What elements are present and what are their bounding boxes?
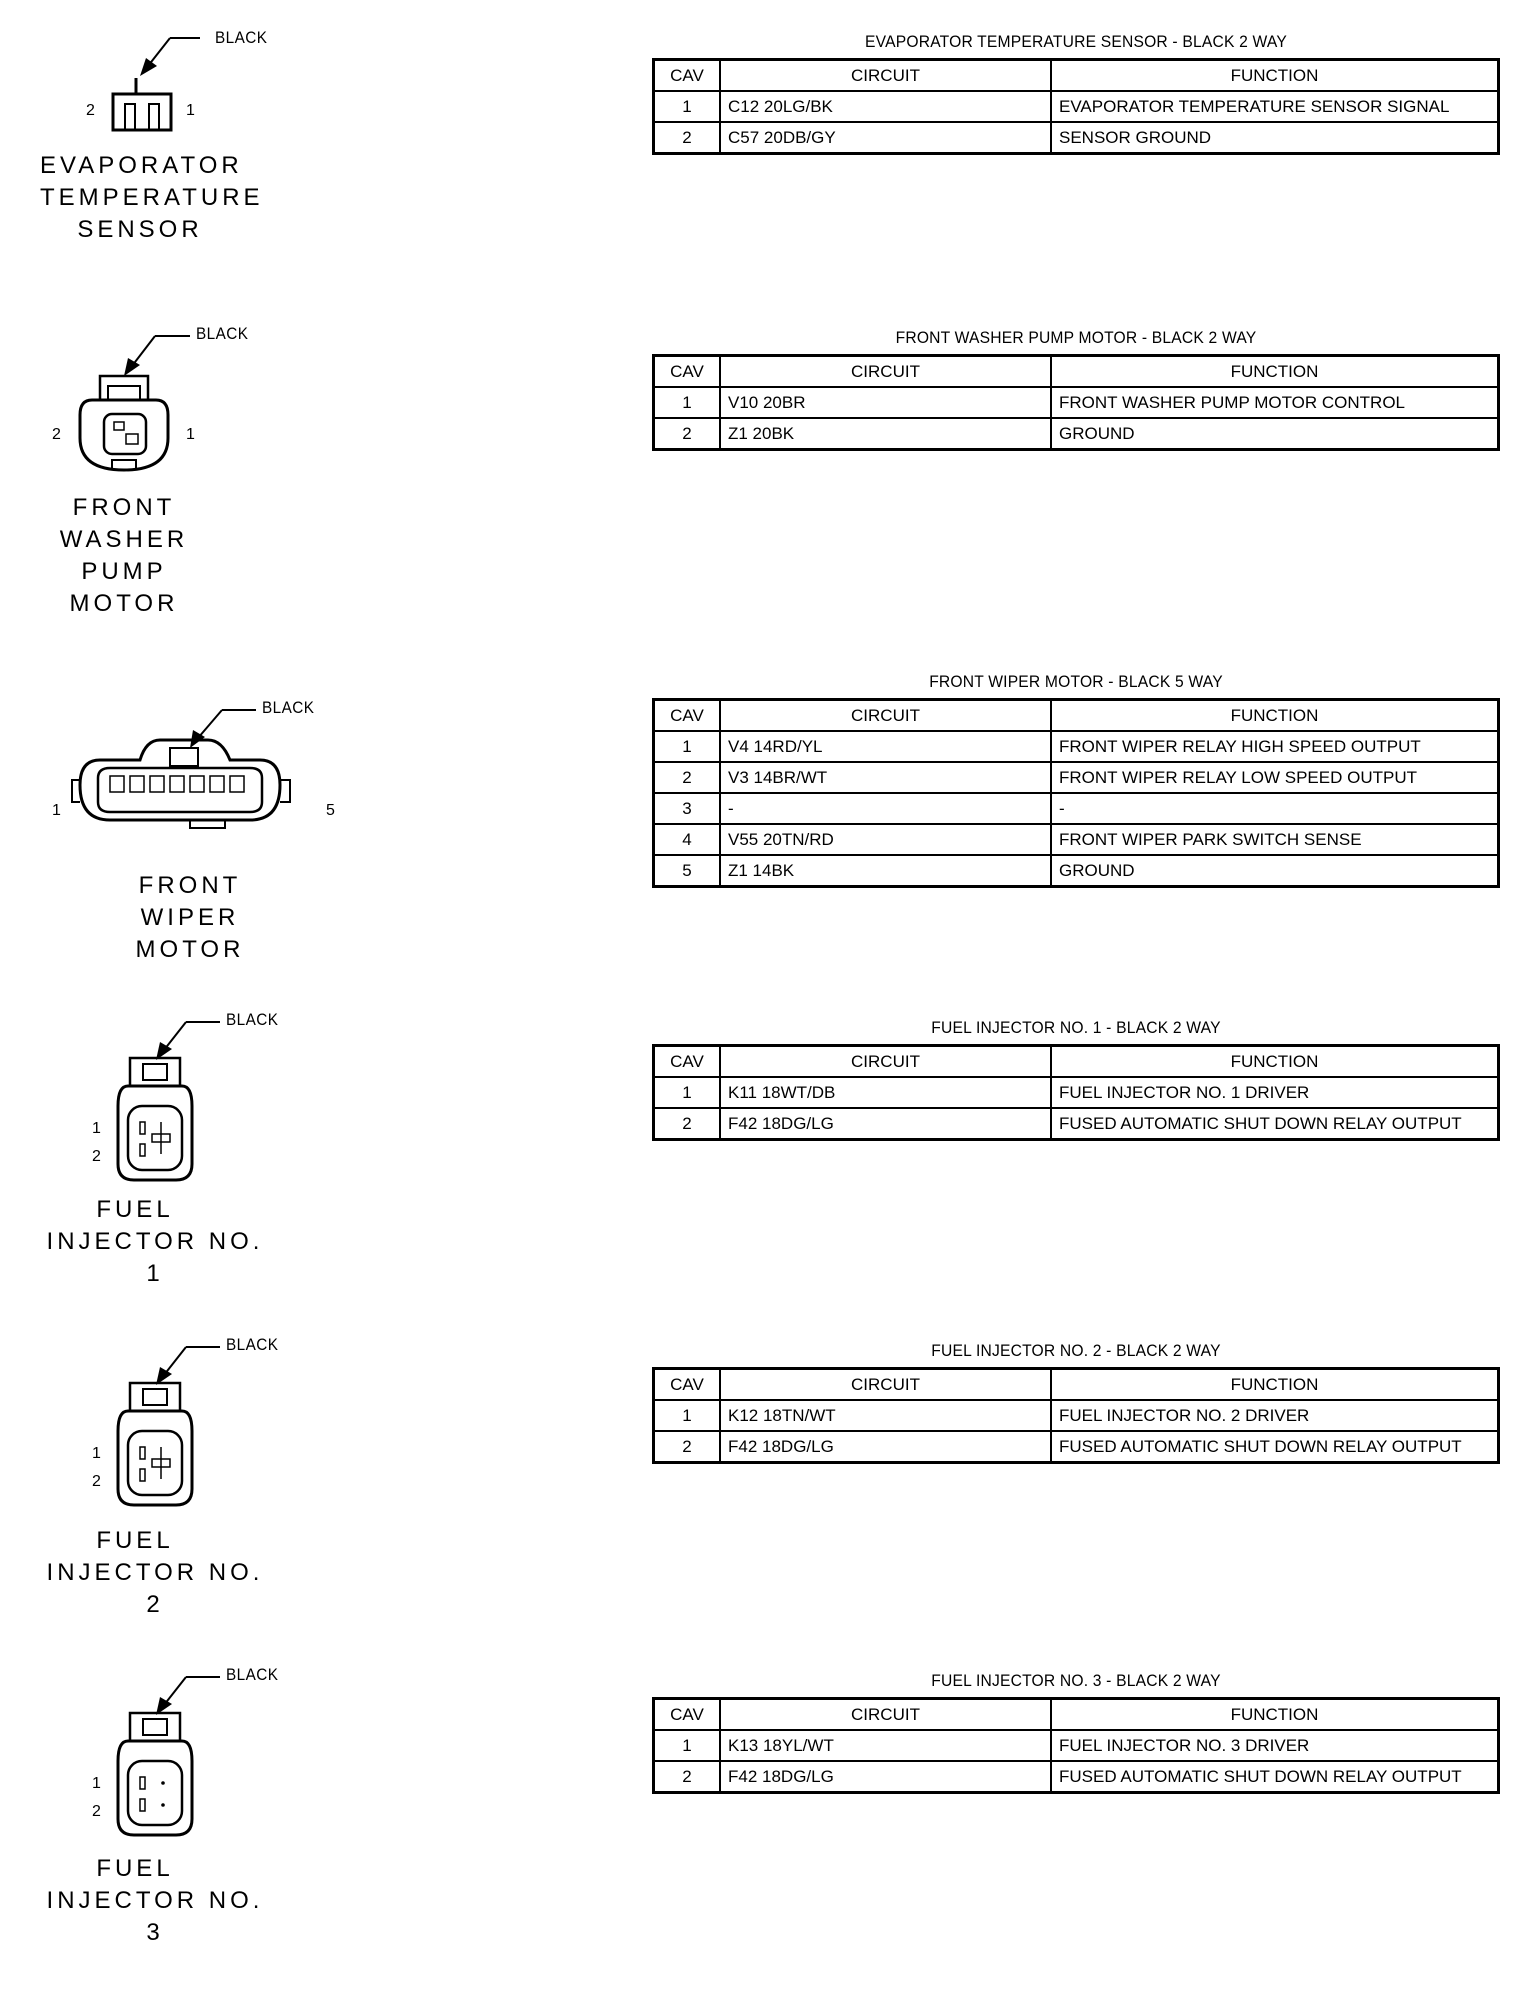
table-header-row	[654, 1699, 1499, 1731]
connector-name-line: MOTOR	[69, 590, 179, 617]
cavity-table	[652, 698, 1500, 888]
cell-cav: 2	[654, 418, 721, 450]
table-row	[654, 824, 1499, 855]
header-function: FUNCTION	[1051, 60, 1499, 92]
cell-circuit: C12 20LG/BK	[720, 91, 1051, 122]
cell-circuit: K11 18WT/DB	[720, 1077, 1051, 1108]
header-cav: CAV	[654, 1699, 721, 1731]
pin-label-left: 1	[92, 1120, 101, 1137]
cell-circuit: K12 18TN/WT	[720, 1400, 1051, 1431]
connector-name-line: WASHER	[59, 526, 189, 553]
connector-name	[90, 870, 290, 966]
cell-function: -	[1051, 793, 1499, 824]
header-function: FUNCTION	[1051, 700, 1499, 732]
connector-diagram	[0, 1335, 640, 1665]
pin-label-left: 1	[92, 1445, 101, 1462]
connector-name-line: FRONT	[138, 872, 242, 899]
cell-cav: 1	[654, 387, 721, 418]
cell-function: FUSED AUTOMATIC SHUT DOWN RELAY OUTPUT	[1051, 1761, 1499, 1793]
connector-name-line: INJECTOR NO. 1	[46, 1228, 264, 1287]
connector-name-line: FUEL	[96, 1855, 174, 1882]
table-row	[654, 91, 1499, 122]
cell-function: FUEL INJECTOR NO. 1 DRIVER	[1051, 1077, 1499, 1108]
header-function: FUNCTION	[1051, 1369, 1499, 1401]
cavity-table	[652, 1367, 1500, 1464]
connector-diagram	[0, 1010, 640, 1340]
cell-circuit: V3 14BR/WT	[720, 762, 1051, 793]
connector-color-label: BLACK	[196, 324, 249, 343]
table-title: FRONT WASHER PUMP MOTOR - BLACK 2 WAY	[895, 328, 1257, 347]
connector-name-line: MOTOR	[135, 936, 245, 963]
connector-name	[40, 150, 264, 246]
cell-cav: 1	[654, 1730, 721, 1761]
cell-cav: 5	[654, 855, 721, 887]
cell-cav: 2	[654, 1431, 721, 1463]
header-function: FUNCTION	[1051, 356, 1499, 388]
pin-label-right: 5	[326, 802, 335, 819]
table-row	[654, 731, 1499, 762]
pin-label-left: 1	[52, 802, 61, 819]
connector-name	[24, 492, 224, 620]
table-row	[654, 793, 1499, 824]
pin-label-right: 1	[186, 102, 195, 119]
cell-circuit: F42 18DG/LG	[720, 1761, 1051, 1793]
cavity-table	[652, 354, 1500, 451]
connector-name-line: SENSOR	[77, 216, 203, 243]
cell-circuit: K13 18YL/WT	[720, 1730, 1051, 1761]
connector-diagram	[0, 310, 640, 640]
table-title: FUEL INJECTOR NO. 3 - BLACK 2 WAY	[931, 1671, 1221, 1690]
cell-circuit: Z1 20BK	[720, 418, 1051, 450]
header-circuit: CIRCUIT	[720, 1369, 1051, 1401]
connector-injector-icon	[0, 1335, 300, 1515]
connector-color-label: BLACK	[215, 28, 268, 47]
cell-function: FRONT WASHER PUMP MOTOR CONTROL	[1051, 387, 1499, 418]
cell-cav: 1	[654, 1400, 721, 1431]
connector-diagram	[0, 690, 640, 1020]
header-circuit: CIRCUIT	[720, 700, 1051, 732]
table-row	[654, 1431, 1499, 1463]
table-header-row	[654, 700, 1499, 732]
cell-circuit: Z1 14BK	[720, 855, 1051, 887]
table-title: FRONT WIPER MOTOR - BLACK 5 WAY	[929, 672, 1223, 691]
cavity-table-block	[652, 328, 1500, 451]
header-circuit: CIRCUIT	[720, 356, 1051, 388]
header-cav: CAV	[654, 60, 721, 92]
pin-label-right: 1	[186, 426, 195, 443]
cell-circuit: V55 20TN/RD	[720, 824, 1051, 855]
connector-name-line: FRONT	[72, 494, 176, 521]
table-row	[654, 1108, 1499, 1140]
table-row	[654, 1077, 1499, 1108]
table-header-row	[654, 60, 1499, 92]
header-circuit: CIRCUIT	[720, 1699, 1051, 1731]
cell-circuit: V10 20BR	[720, 387, 1051, 418]
cell-function: FUSED AUTOMATIC SHUT DOWN RELAY OUTPUT	[1051, 1431, 1499, 1463]
pin-label-right: 2	[92, 1473, 101, 1490]
cell-function: FRONT WIPER RELAY HIGH SPEED OUTPUT	[1051, 731, 1499, 762]
header-function: FUNCTION	[1051, 1046, 1499, 1078]
table-row	[654, 1400, 1499, 1431]
connector-injector-icon	[0, 1665, 300, 1845]
header-circuit: CIRCUIT	[720, 60, 1051, 92]
cell-cav: 1	[654, 1077, 721, 1108]
connector-2way-flat-icon	[0, 0, 300, 140]
header-cav: CAV	[654, 1046, 721, 1078]
cavity-table-block	[652, 1018, 1500, 1141]
cell-cav: 2	[654, 1761, 721, 1793]
table-header-row	[654, 356, 1499, 388]
connector-color-label: BLACK	[226, 1010, 279, 1029]
cavity-table-block	[652, 1671, 1500, 1794]
pin-label-right: 2	[92, 1803, 101, 1820]
cell-cav: 1	[654, 731, 721, 762]
cavity-table-block	[652, 32, 1500, 155]
connector-name-line: EVAPORATOR	[40, 152, 243, 179]
cavity-table-block	[652, 672, 1500, 888]
connector-name-line: FUEL	[96, 1527, 174, 1554]
cell-circuit: -	[720, 793, 1051, 824]
cell-circuit: C57 20DB/GY	[720, 122, 1051, 154]
cell-function: EVAPORATOR TEMPERATURE SENSOR SIGNAL	[1051, 91, 1499, 122]
cell-cav: 3	[654, 793, 721, 824]
connector-name-line: PUMP	[81, 558, 167, 585]
cell-cav: 2	[654, 762, 721, 793]
connector-name-line: INJECTOR NO. 3	[46, 1887, 264, 1946]
cell-circuit: F42 18DG/LG	[720, 1431, 1051, 1463]
table-row	[654, 418, 1499, 450]
cell-cav: 2	[654, 1108, 721, 1140]
cell-cav: 2	[654, 122, 721, 154]
connector-2way-round-icon	[0, 310, 300, 490]
header-function: FUNCTION	[1051, 1699, 1499, 1731]
cell-circuit: V4 14RD/YL	[720, 731, 1051, 762]
cell-function: SENSOR GROUND	[1051, 122, 1499, 154]
pin-label-right: 2	[92, 1148, 101, 1165]
connector-name-line: TEMPERATURE	[40, 184, 264, 211]
cell-circuit: F42 18DG/LG	[720, 1108, 1051, 1140]
header-cav: CAV	[654, 1369, 721, 1401]
cavity-table	[652, 1044, 1500, 1141]
cell-function: FRONT WIPER PARK SWITCH SENSE	[1051, 824, 1499, 855]
header-circuit: CIRCUIT	[720, 1046, 1051, 1078]
cell-function: FUEL INJECTOR NO. 2 DRIVER	[1051, 1400, 1499, 1431]
table-row	[654, 762, 1499, 793]
cell-function: FRONT WIPER RELAY LOW SPEED OUTPUT	[1051, 762, 1499, 793]
header-cav: CAV	[654, 700, 721, 732]
connector-name	[40, 1853, 270, 1949]
header-cav: CAV	[654, 356, 721, 388]
cell-cav: 4	[654, 824, 721, 855]
table-row	[654, 387, 1499, 418]
table-row	[654, 1730, 1499, 1761]
table-header-row	[654, 1046, 1499, 1078]
cavity-table	[652, 58, 1500, 155]
connector-name-line: INJECTOR NO. 2	[46, 1559, 264, 1618]
table-header-row	[654, 1369, 1499, 1401]
connector-color-label: BLACK	[226, 1335, 279, 1354]
pin-label-left: 2	[52, 426, 61, 443]
table-row	[654, 855, 1499, 887]
cell-cav: 1	[654, 91, 721, 122]
connector-name-line: WIPER	[140, 904, 240, 931]
connector-diagram	[0, 0, 640, 330]
connector-color-label: BLACK	[262, 698, 315, 717]
connector-name	[40, 1525, 270, 1621]
table-row	[654, 1761, 1499, 1793]
connector-color-label: BLACK	[226, 1665, 279, 1684]
connector-injector-icon	[0, 1010, 300, 1190]
connector-name	[40, 1194, 270, 1290]
cavity-table-block	[652, 1341, 1500, 1464]
cell-function: FUSED AUTOMATIC SHUT DOWN RELAY OUTPUT	[1051, 1108, 1499, 1140]
pin-label-left: 2	[86, 102, 95, 119]
table-title: FUEL INJECTOR NO. 2 - BLACK 2 WAY	[931, 1341, 1221, 1360]
connector-name-line: FUEL	[96, 1196, 174, 1223]
connector-diagram	[0, 1665, 640, 1995]
table-title: EVAPORATOR TEMPERATURE SENSOR - BLACK 2 WAY	[865, 32, 1287, 51]
table-title: FUEL INJECTOR NO. 1 - BLACK 2 WAY	[931, 1018, 1221, 1037]
cell-function: FUEL INJECTOR NO. 3 DRIVER	[1051, 1730, 1499, 1761]
cavity-table	[652, 1697, 1500, 1794]
table-row	[654, 122, 1499, 154]
cell-function: GROUND	[1051, 418, 1499, 450]
cell-function: GROUND	[1051, 855, 1499, 887]
pin-label-left: 1	[92, 1775, 101, 1792]
